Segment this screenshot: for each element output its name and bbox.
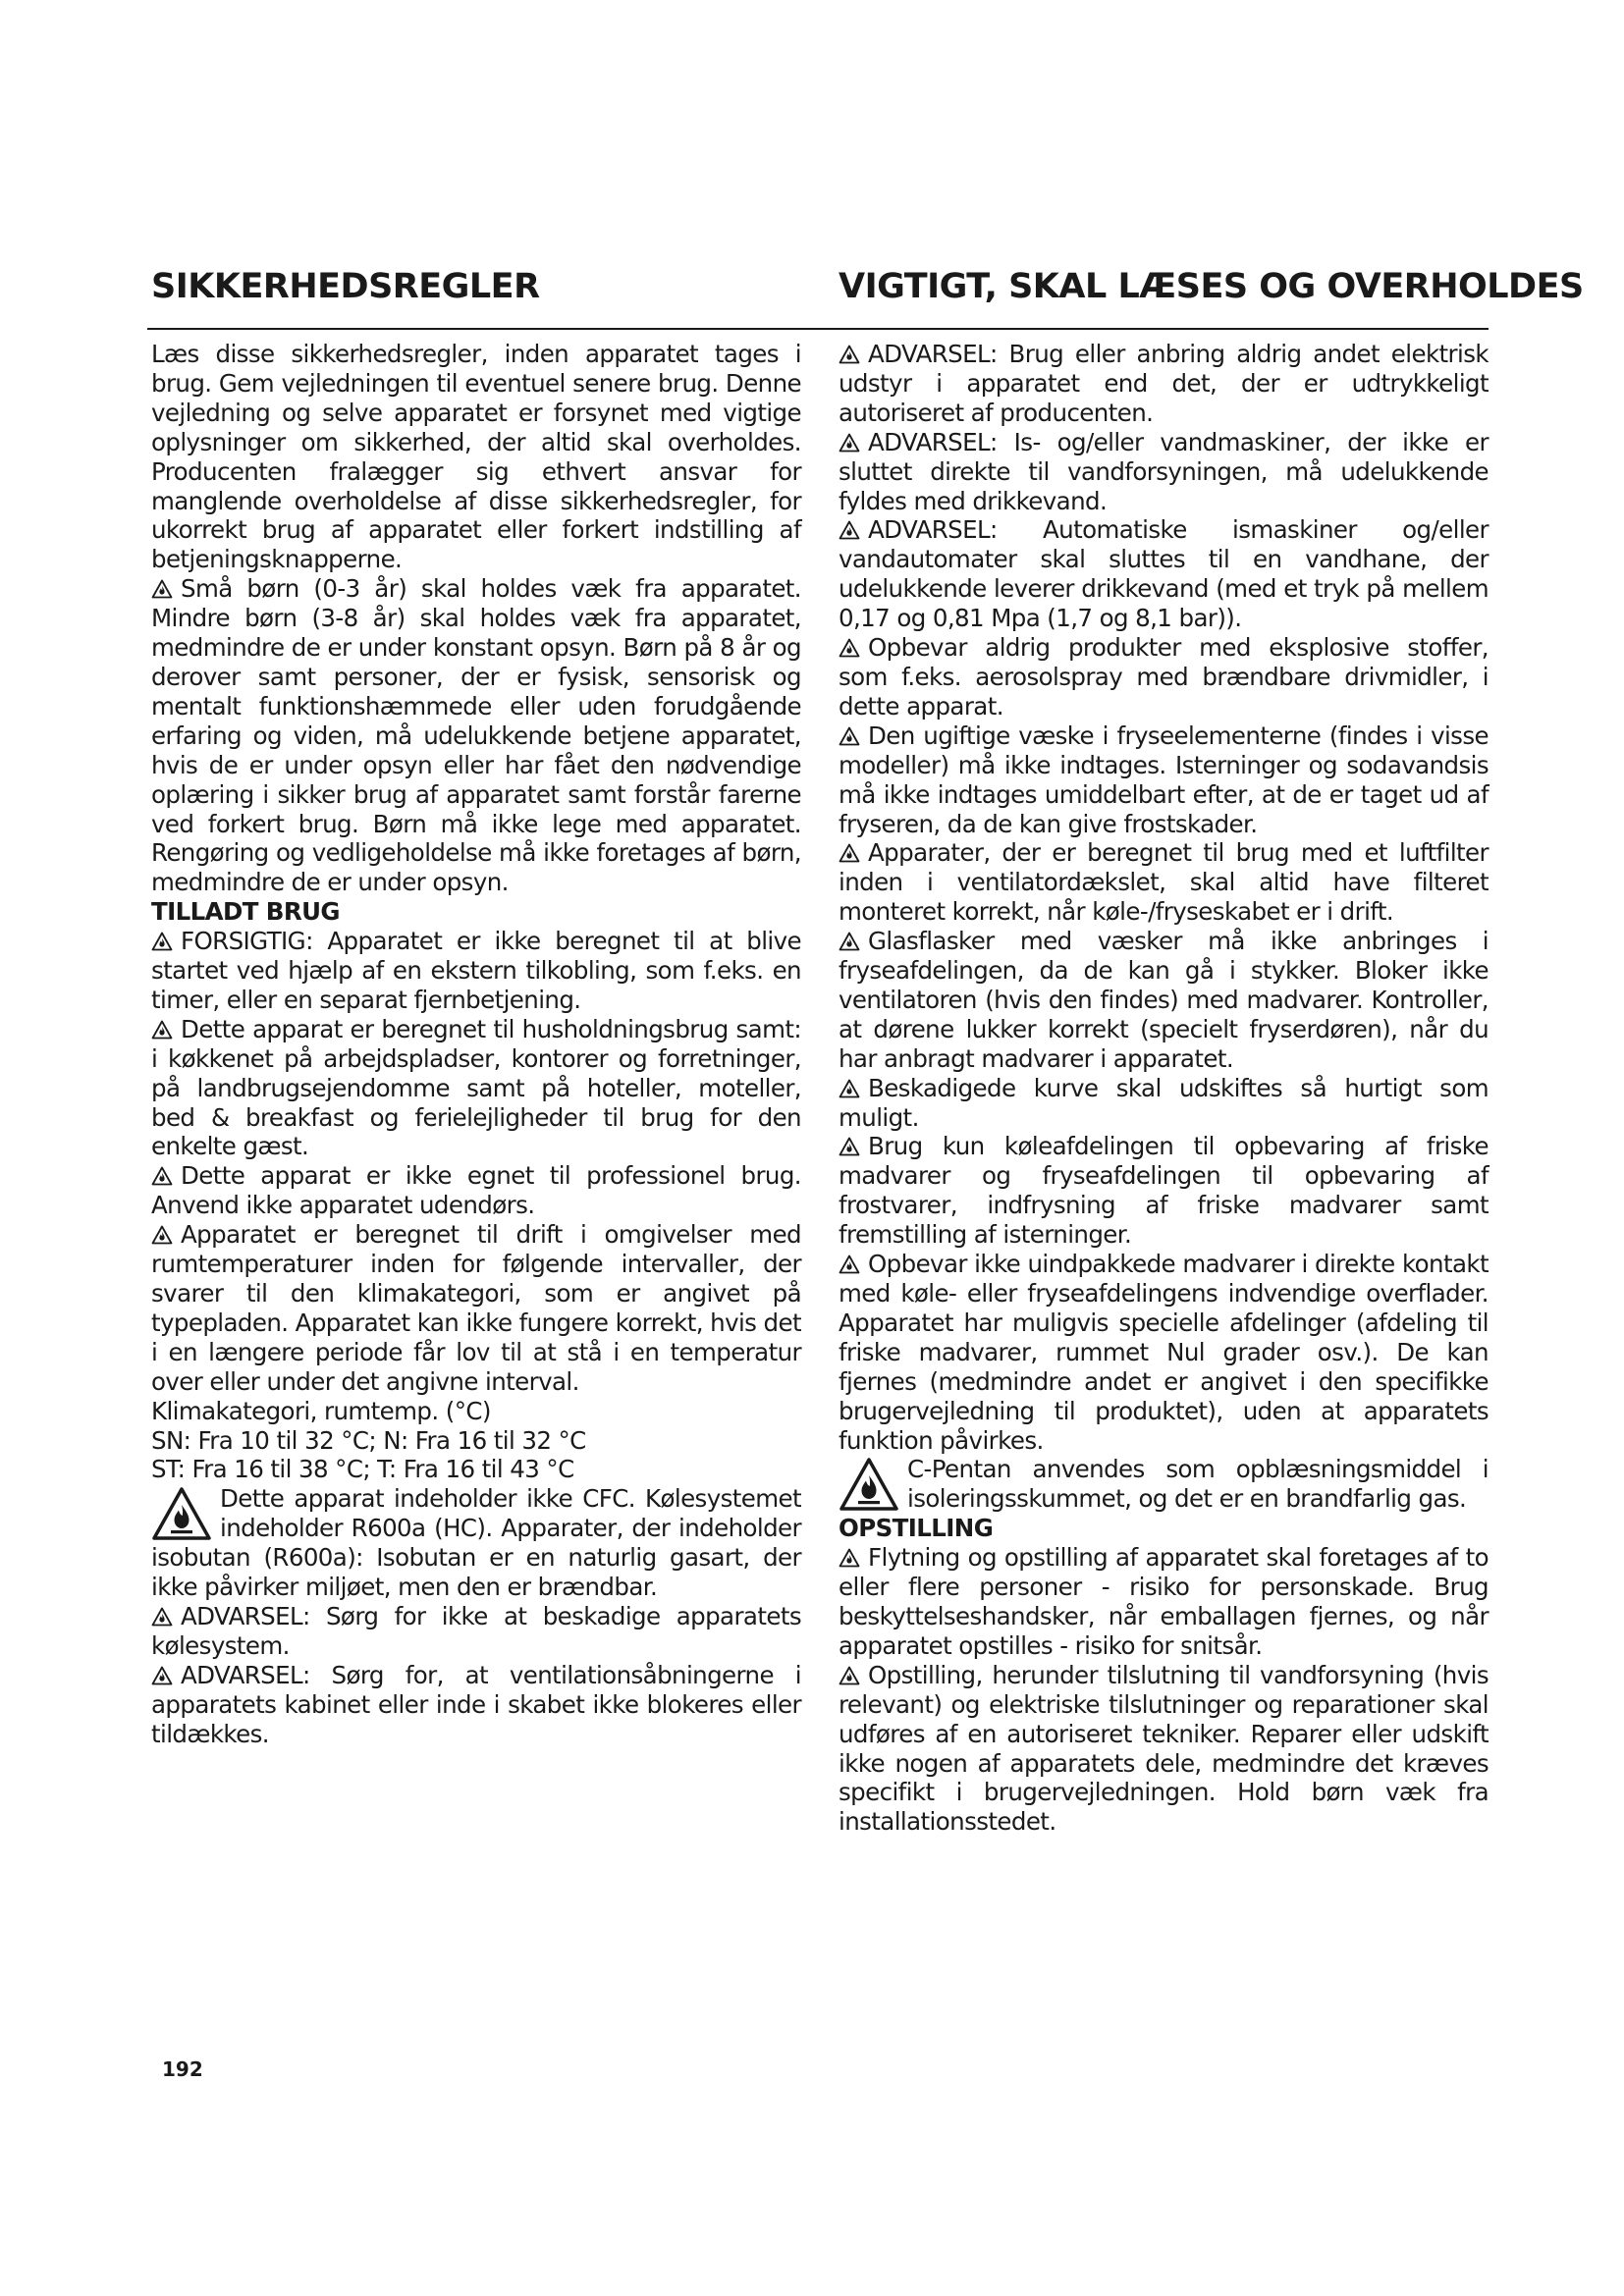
warning-triangle-icon — [839, 726, 860, 746]
manual-page — [147, 267, 1584, 2093]
warning-triangle-icon — [839, 638, 860, 658]
paragraph-text: Dette apparat er beregnet til husholdningsbrug samt: i køkkenet på arbejdspladser, kontorer og forretninger, på landbrugsejendomme samt på hoteller, moteller, bed & breakfast og ferielejligheder til brug for den enkelte gæst. — [151, 1014, 801, 1161]
paragraph-text: FORSIGTIG: Apparatet er ikke beregnet til at blive startet ved hjælp af en ekstern tilkobling, som f.eks. en timer, eller en separat fjernbetjening. — [151, 927, 801, 1014]
body-paragraph — [839, 927, 1489, 1074]
warning-triangle-icon — [839, 1255, 860, 1274]
left-column — [151, 340, 801, 1749]
body-paragraph — [151, 1426, 801, 1456]
warning-triangle-icon — [839, 1548, 860, 1568]
body-paragraph — [839, 1250, 1489, 1455]
paragraph-text: Opstilling, herunder tilslutning til vandforsyning (hvis relevant) og elektriske tilslutninger og reparationer skal udføres af en autoriseret tekniker. Reparer eller udskift ikke nogen af apparatets dele, medmindre det kræves specifikt i brugervejledningen. Hold børn væk fra installationsstedet. — [839, 1660, 1489, 1837]
paragraph-text: Flytning og opstilling af apparatet skal foretages af to eller flere personer - risiko for personskade. Brug beskyttelseshandsker, når emballagen fjernes, og når apparatet opstilles - risiko for snitsår. — [839, 1543, 1489, 1660]
paragraph-text: ST: Fra 16 til 38 °C; T: Fra 16 til 43 °C — [151, 1455, 574, 1484]
body-paragraph — [839, 1455, 1489, 1514]
body-paragraph — [151, 927, 801, 1015]
paragraph-text: Glasflasker med væsker må ikke anbringes i fryseafdelingen, da de kan gå i stykker. Bloker ikke ventilatoren (hvis den findes) med madvarer. Kontroller, at dørene lukker korrekt (specielt fryserdøren), når du har anbragt madvarer i apparatet. — [839, 927, 1489, 1073]
warning-triangle-icon — [151, 1225, 173, 1245]
paragraph-text: Dette apparat indeholder ikke CFC. Kølesystemet indeholder R600a (HC). Apparater, der indeholder isobutan (R600a): Isobutan er en naturlig gasart, der ikke påvirker miljøet, men den er brændbar. — [151, 1484, 801, 1602]
body-paragraph — [151, 1661, 801, 1749]
paragraph-text: Brug kun køleafdelingen til opbevaring af friske madvarer og fryseafdelingen til opbevaring af frostvarer, indfrysning af friske madvarer samt fremstilling af isterninger. — [839, 1132, 1489, 1250]
body-paragraph — [839, 515, 1489, 633]
paragraph-text: ADVARSEL: Brug eller anbring aldrig andet elektrisk udstyr i apparatet end det, der er udtrykkeligt autoriseret af producenten. — [839, 340, 1489, 427]
paragraph-text: Beskadigede kurve skal udskiftes så hurtigt som muligt. — [839, 1073, 1489, 1132]
body-paragraph — [151, 1015, 801, 1162]
flammable-warning-icon — [151, 1486, 212, 1541]
paragraph-text: Klimakategori, rumtemp. (°C) — [151, 1396, 491, 1425]
body-paragraph — [839, 1661, 1489, 1837]
paragraph-text: TILLADT BRUG — [151, 897, 340, 927]
warning-triangle-icon — [839, 433, 860, 453]
heading-divider — [147, 328, 1489, 330]
warning-triangle-icon — [151, 1020, 173, 1040]
paragraph-text: ADVARSEL: Sørg for, at ventilationsåbningerne i apparatets kabinet eller inde i skabet ikke blokeres eller tildækkes. — [151, 1660, 801, 1748]
paragraph-text: Apparatet er beregnet til drift i omgivelser med rumtemperaturer inden for følgende intervaller, der svarer til den klimakategori, som er angivet på typepladen. Apparatet kan ikke fungere korrekt, hvis det i en længere periode får lov til at stå i en temperatur over eller under det angivne interval. — [151, 1220, 801, 1396]
page-number: 192 — [162, 2057, 203, 2081]
body-paragraph — [839, 1543, 1489, 1661]
warning-triangle-icon — [151, 1666, 173, 1685]
warning-triangle-icon — [839, 345, 860, 364]
body-paragraph — [151, 340, 801, 574]
body-paragraph — [839, 633, 1489, 721]
body-paragraph — [151, 1602, 801, 1661]
body-paragraph — [151, 1455, 801, 1484]
warning-triangle-icon — [839, 843, 860, 863]
body-paragraph — [839, 721, 1489, 839]
warning-triangle-icon — [839, 1666, 860, 1685]
warning-triangle-icon — [839, 1137, 860, 1156]
body-paragraph — [839, 340, 1489, 428]
body-paragraph — [839, 1074, 1489, 1133]
warning-triangle-icon — [839, 1079, 860, 1098]
body-paragraph — [839, 838, 1489, 927]
warning-triangle-icon — [151, 1166, 173, 1186]
body-paragraph — [151, 1484, 801, 1602]
warning-triangle-icon — [151, 579, 173, 599]
body-paragraph — [839, 428, 1489, 516]
body-paragraph — [151, 1161, 801, 1220]
warning-triangle-icon — [151, 932, 173, 951]
paragraph-text: Opbevar aldrig produkter med eksplosive stoffer, som f.eks. aerosolspray med brændbare drivmidler, i dette apparat. — [839, 633, 1489, 721]
right-column — [839, 340, 1489, 1837]
paragraph-text: Dette apparat er ikke egnet til professionel brug. Anvend ikke apparatet udendørs. — [151, 1161, 801, 1220]
body-paragraph — [151, 1220, 801, 1396]
section-heading — [151, 897, 801, 927]
warning-triangle-icon — [839, 932, 860, 951]
paragraph-text: C-Pentan anvendes som opblæsningsmiddel i isoleringsskummet, og det er en brandfarlig gas. — [907, 1455, 1489, 1514]
page-heading-left: SIKKERHEDSREGLER — [151, 267, 540, 306]
paragraph-text: Den ugiftige væske i fryseelementerne (findes i visse modeller) må ikke indtages. Isterninger og sodavandsis må ikke indtages umiddelbart efter, at de er taget ud af fryseren, da de kan give frostskader. — [839, 721, 1489, 838]
paragraph-text: Læs disse sikkerhedsregler, inden apparatet tages i brug. Gem vejledningen til eventuel senere brug. Denne vejledning og selve apparatet er forsynet med vigtige oplysninger om sikkerhed, der altid skal overholdes. Producenten fralægger sig ethvert ansvar for manglende overholdelse af disse sikkerhedsregler, for ukorrekt brug af apparatet eller forkert indstilling af betjeningsknapperne. — [151, 340, 801, 574]
section-heading — [839, 1514, 1489, 1543]
body-paragraph — [151, 574, 801, 897]
warning-triangle-icon — [151, 1607, 173, 1627]
paragraph-text: Opbevar ikke uindpakkede madvarer i direkte kontakt med køle- eller fryseafdelingens indvendige overflader. Apparatet har muligvis specielle afdelinger (afdeling til friske madvarer, rummet Nul grader osv.). De kan fjernes (medmindre andet er angivet i den specifikke brugervejledning til produktet), uden at apparatets funktion påvirkes. — [839, 1250, 1489, 1455]
warning-triangle-icon — [839, 520, 860, 540]
paragraph-text: ADVARSEL: Is- og/eller vandmaskiner, der ikke er sluttet direkte til vandforsyningen, må udelukkende fyldes med drikkevand. — [839, 427, 1489, 515]
paragraph-text: SN: Fra 10 til 32 °C; N: Fra 16 til 32 °C — [151, 1425, 586, 1455]
page-heading-right: VIGTIGT, SKAL LÆSES OG OVERHOLDES — [839, 267, 1584, 306]
paragraph-text: ADVARSEL: Automatiske ismaskiner og/eller vandautomater skal sluttes til en vandhane, der udelukkende leverer drikkevand (med et tryk på mellem 0,17 og 0,81 Mpa (1,7 og 8,1 bar)). — [839, 515, 1489, 633]
paragraph-text: ADVARSEL: Sørg for ikke at beskadige apparatets kølesystem. — [151, 1601, 801, 1660]
paragraph-text: Små børn (0-3 år) skal holdes væk fra apparatet. Mindre børn (3-8 år) skal holdes væk fra apparatet, medmindre de er under konstant opsyn. Børn på 8 år og derover samt personer, der er fysisk, sensorisk og mentalt funktionshæmmede eller uden forudgående erfaring og viden, må udelukkende betjene apparatet, hvis de er under opsyn eller har fået den nødvendige oplæring i sikker brug af apparatet samt forstår farerne ved forkert brug. Børn må ikke lege med apparatet. Rengøring og vedligeholdelse må ikke foretages af børn, medmindre de er under opsyn. — [151, 574, 801, 897]
paragraph-text: OPSTILLING — [839, 1514, 994, 1543]
body-paragraph — [839, 1132, 1489, 1250]
body-paragraph — [151, 1397, 801, 1426]
flammable-warning-icon — [839, 1457, 899, 1512]
paragraph-text: Apparater, der er beregnet til brug med et luftfilter inden i ventilatordækslet, skal altid have filteret monteret korrekt, når køle-/fryseskabet er i drift. — [839, 838, 1489, 927]
